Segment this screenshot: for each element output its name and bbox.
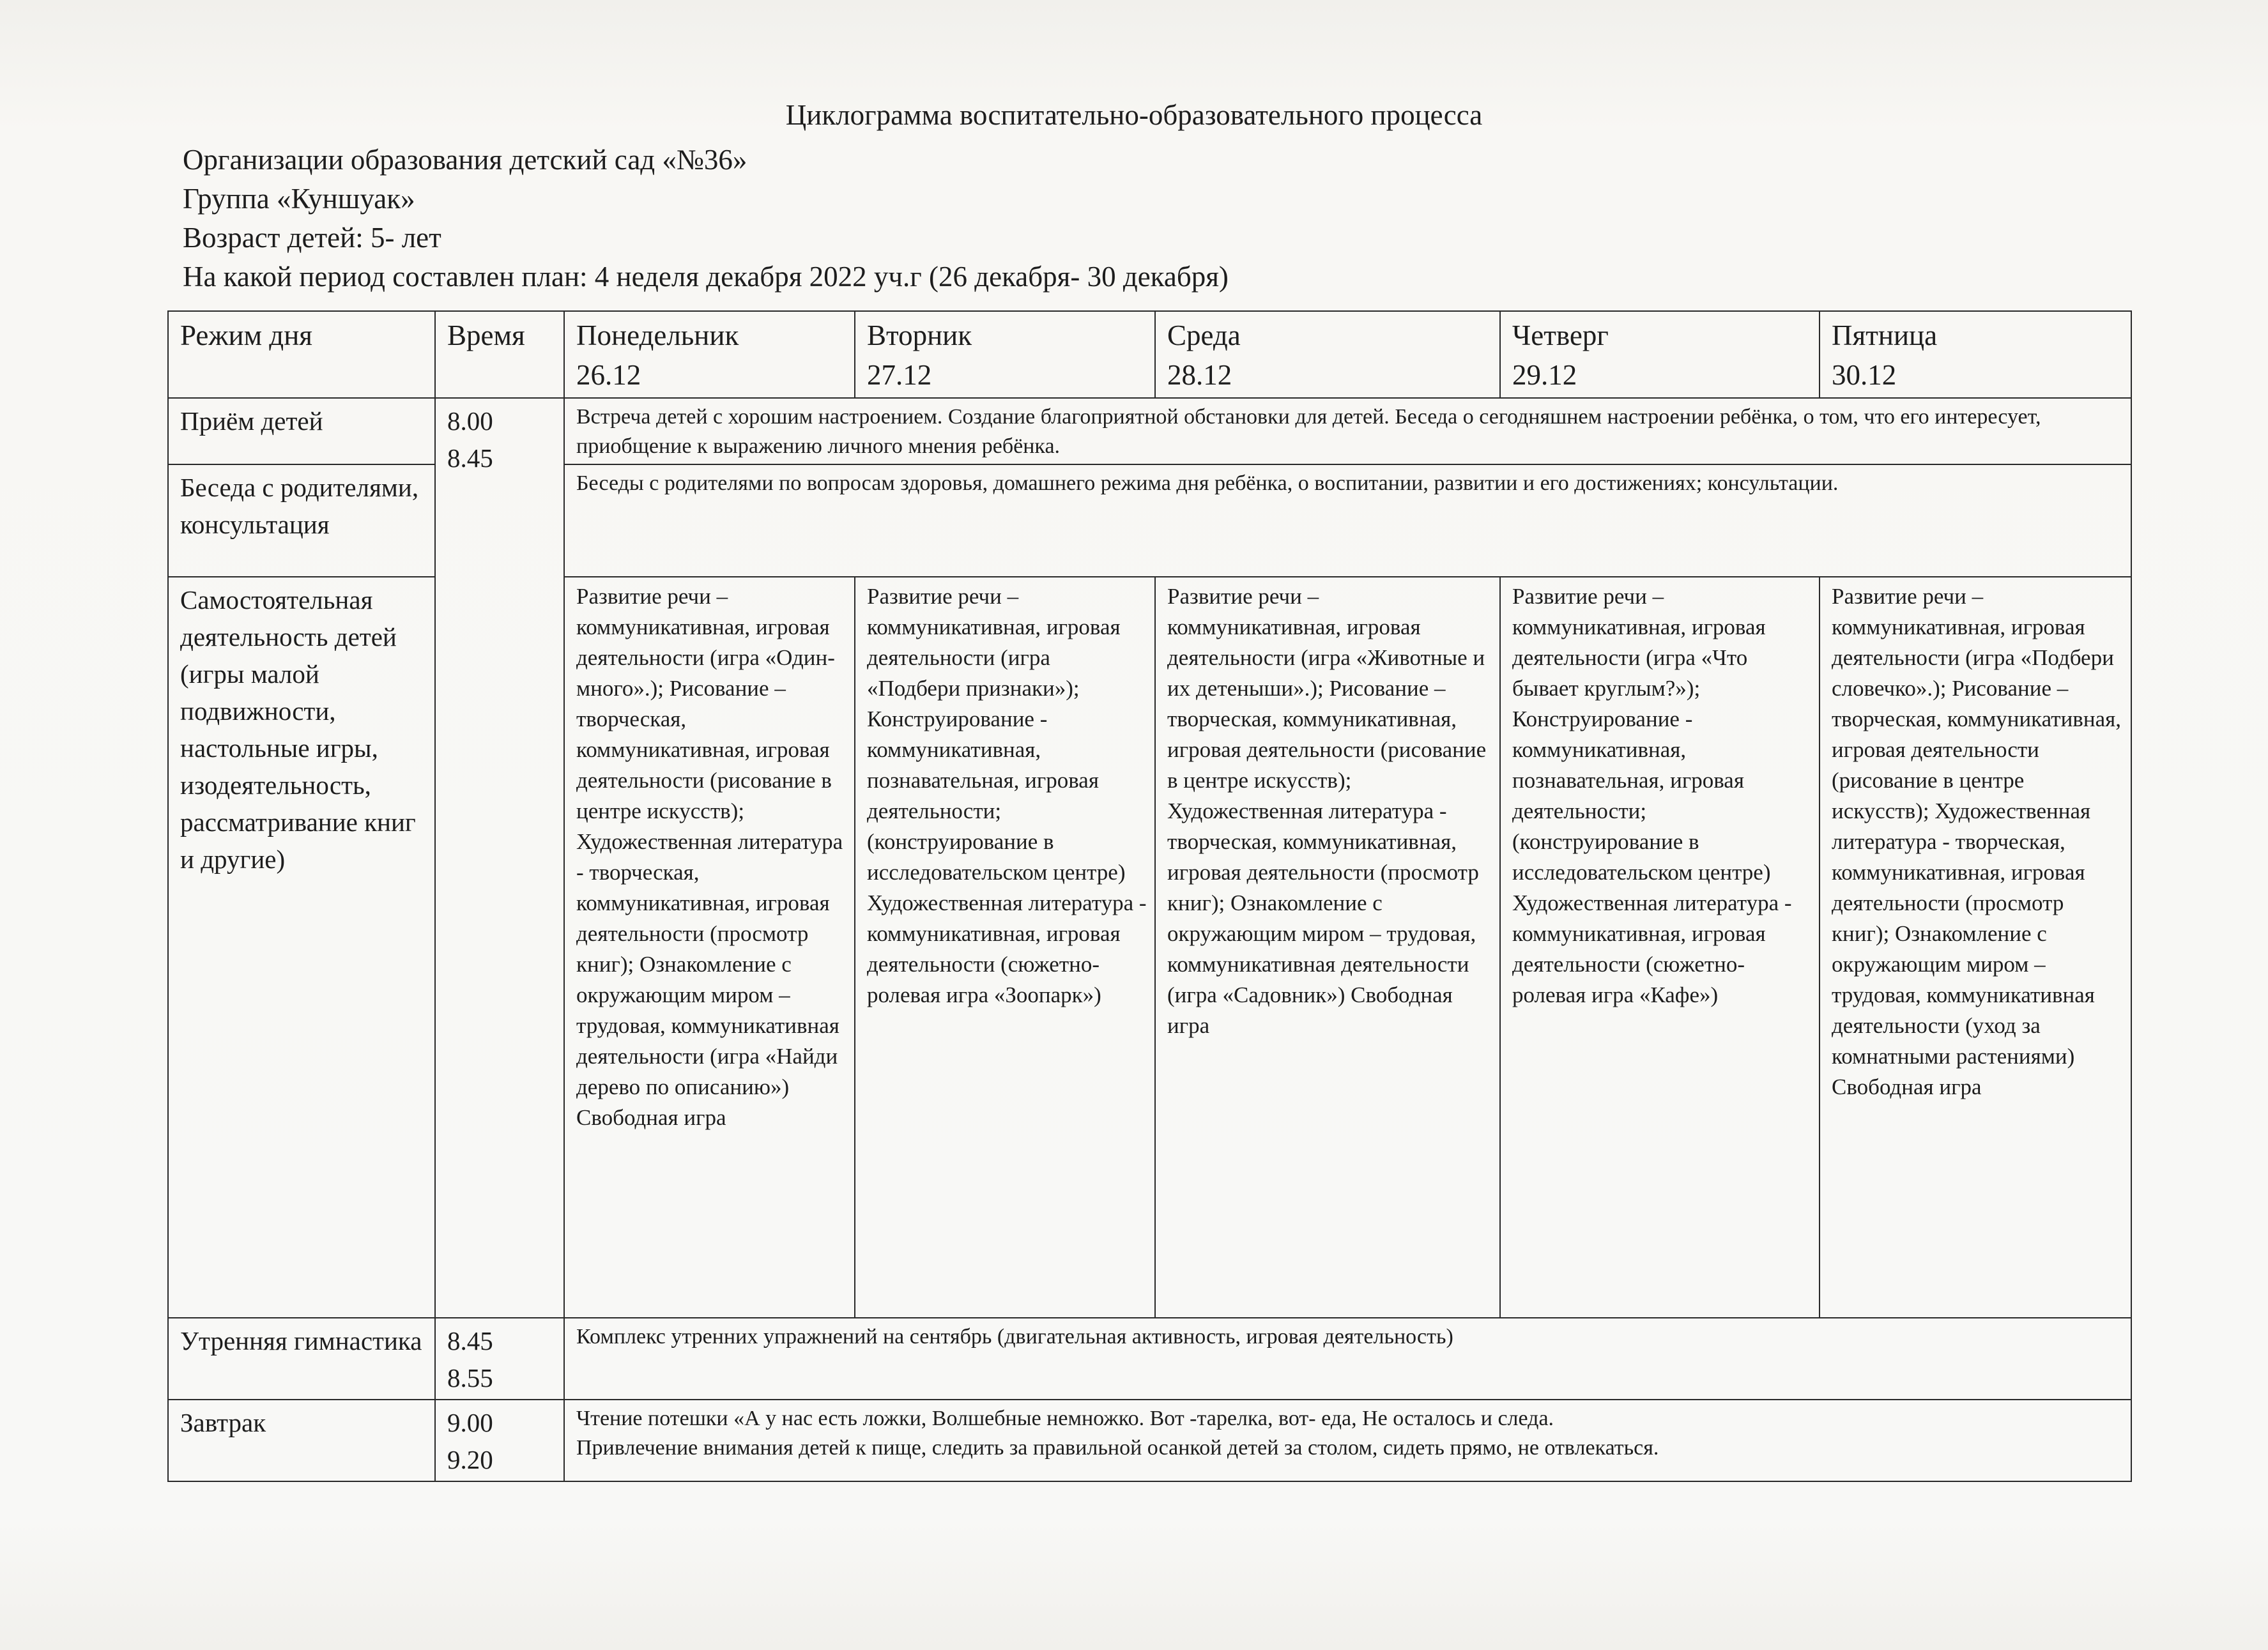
header-time: Время [435,311,564,398]
independent-thursday: Развитие речи – коммуникативная, игровая деятельности (игра «Что бывает круглым?»); Конструирование - коммуникативная, познавательная, игровая деятельности; (конструирование в исследовательском центре) Художественная литература - коммуникативная, игровая деятельности (сюжетно-ролевая игра «Кафе») [1500,577,1820,1318]
period-line: На какой период составлен план: 4 неделя декабря 2022 уч.г (26 декабря- 30 декабря) [183,261,1229,293]
regime-parents: Беседа с родителями, консультация [168,464,435,577]
table-row [168,1400,2131,1481]
schedule-table [167,310,2132,1482]
regime-reception: Приём детей [168,398,435,464]
table-header-row [168,311,2131,398]
document-title: Циклограмма воспитательно-образовательного процесса [785,99,1483,131]
regime-independent: Самостоятельная деятельность детей (игры малой подвижности, настольные игры, изодеятельность, рассматривание книг и другие) [168,577,435,1318]
independent-tuesday: Развитие речи – коммуникативная, игровая деятельности (игра «Подбери признаки»); Конструирование - коммуникативная, познавательная, игровая деятельности; (конструирование в исследовательском центре) Художественная литература - коммуникативная, игровая деятельности (сюжетно-ролевая игра «Зоопарк») [855,577,1155,1318]
header-day-tuesday: Вторник 27.12 [855,311,1155,398]
independent-friday: Развитие речи – коммуникативная, игровая деятельности (игра «Подбери словечко».); Рисование – творческая, коммуникативная, игровая деятельности (рисование в центре искусств); Художественная литература - творческая, коммуникативная, игровая деятельности (просмотр книг); Ознакомление с окружающим миром – трудовая, коммуникативная деятельности (уход за комнатными растениями) Свободная игра [1820,577,2131,1318]
time-gymnastics: 8.45 8.55 [435,1318,564,1400]
time-reception: 8.00 8.45 [435,398,564,1318]
time-breakfast: 9.00 9.20 [435,1400,564,1481]
header-regime: Режим дня [168,311,435,398]
regime-gymnastics: Утренняя гимнастика [168,1318,435,1400]
independent-wednesday: Развитие речи – коммуникативная, игровая деятельности (игра «Животные и их детеныши».); Рисование – творческая, коммуникативная, игровая деятельности (рисование в центре искусств); Художественная литература - творческая, коммуникативная, игровая деятельности (просмотр книг); Ознакомление с окружающим миром – трудовая, коммуникативная деятельности (игра «Садовник») Свободная игра [1155,577,1500,1318]
gymnastics-text: Комплекс утренних упражнений на сентябрь (двигательная активность, игровая деятельность) [564,1318,2131,1400]
independent-monday: Развитие речи – коммуникативная, игровая деятельности (игра «Один-много».); Рисование – творческая, коммуникативная, игровая деятельности (рисование в центре искусств); Художественная литература - творческая, коммуникативная, игровая деятельности (просмотр книг); Ознакомление с окружающим миром – трудовая, коммуникативная деятельности (игра «Найди дерево по описанию») Свободная игра [564,577,855,1318]
table-row [168,1318,2131,1400]
age-line: Возраст детей: 5- лет [183,222,441,254]
reception-text: Встреча детей с хорошим настроением. Создание благоприятной обстановки для детей. Беседа о сегодняшнем настроении ребёнка, о том, что его интересует, приобщение к выражению личного мнения ребёнка. [564,398,2131,464]
header-day-wednesday: Среда 28.12 [1155,311,1500,398]
parents-text: Беседы с родителями по вопросам здоровья, домашнего режима дня ребёнка, о воспитании, развитии и его достижениях; консультации. [564,464,2131,577]
regime-breakfast: Завтрак [168,1400,435,1481]
group-line: Группа «Куншуак» [183,183,415,215]
header-day-thursday: Четверг 29.12 [1500,311,1820,398]
header-day-monday: Понедельник 26.12 [564,311,855,398]
breakfast-text: Чтение потешки «А у нас есть ложки, Волшебные немножко. Вот -тарелка, вот- еда, Не осталось и следа. Привлечение внимания детей к пище, следить за правильной осанкой детей за столом, сидеть прямо, не отвлекаться. [564,1400,2131,1481]
document-header [183,141,1229,296]
header-day-friday: Пятница 30.12 [1820,311,2131,398]
organization-line: Организации образования детский сад «№36» [183,144,747,176]
table-row [168,398,2131,464]
